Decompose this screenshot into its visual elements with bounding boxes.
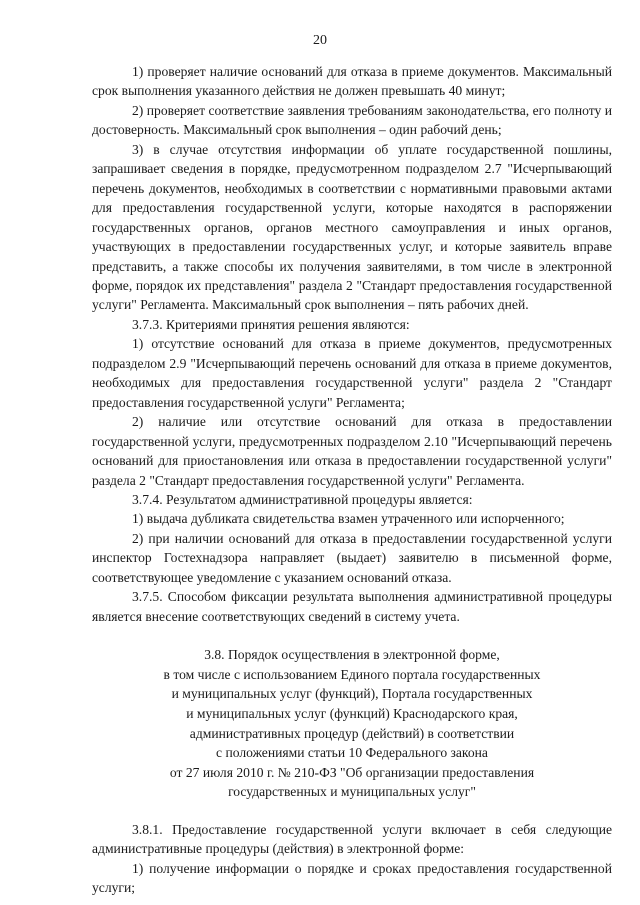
paragraph: 2) при наличии оснований для отказа в предоставлении государственной услуги инспектор Гостехнадзора направляет (выдает) заявителю в письменной форме, соответствующее уведомление с указанием оснований отказа. — [92, 530, 612, 585]
heading-line: административных процедур (действий) в соответствии — [189, 725, 515, 741]
heading-line: 3.8. Порядок осуществления в электронной форме, — [204, 647, 500, 663]
heading-line: в том числе с использованием Единого портала государственных — [163, 666, 541, 682]
paragraph: 3.7.4. Результатом административной процедуры является: — [132, 491, 473, 507]
heading-line: и муниципальных услуг (функций) Краснодарского края, — [186, 705, 518, 721]
paragraph: 1) получение информации о порядке и сроках предоставления государственной услуги; — [92, 860, 612, 896]
heading-line: от 27 июля 2010 г. № 210-ФЗ "Об организации предоставления — [169, 764, 535, 780]
page-content — [92, 62, 612, 898]
paragraph: 3.7.5. Способом фиксации результата выполнения административной процедуры является внесение соответствующих сведений в систему учета. — [92, 589, 612, 624]
heading-line: и муниципальных услуг (функций), Портала государственных — [171, 686, 533, 702]
paragraph: 3.8.1. Предоставление государственной услуги включает в себя следующие административные процедуры (действия) в электронной форме: — [92, 821, 612, 857]
paragraph: 1) отсутствие оснований для отказа в приеме документов, предусмотренных подразделом 2.9 "Исчерпывающий перечень оснований для отказа в приеме документов, необходимых для предоставления государственной услуги" раздела 2 "Стандарт предоставления государственной услуги" Регламента; — [92, 336, 612, 410]
paragraph: 1) проверяет наличие оснований для отказа в приеме документов. Максимальный срок выполнения указанного действия не должен превышать 40 минут; — [92, 64, 612, 99]
paragraph: 1) выдача дубликата свидетельства взамен утраченного или испорченного; — [132, 511, 565, 527]
section-heading — [92, 645, 612, 802]
paragraph: 3.7.3. Критериями принятия решения являются: — [132, 316, 410, 332]
paragraph: 2) проверяет соответствие заявления требованиям законодательства, его полноту и достоверность. Максимальный срок выполнения – один рабочий день; — [92, 102, 612, 138]
heading-line: с положениями статьи 10 Федерального закона — [216, 745, 488, 761]
paragraph: 3) в случае отсутствия информации об уплате государственной пошлины, запрашивает сведения в порядке, предусмотренном подразделом 2.7 "Исчерпывающий перечень документов, необходимых в соответствии с нормативными правовыми актами для предоставления государственной услуги, которые находятся в распоряжении государственных органов, органов местного самоуправления и иных органов, участвующих в предоставлении государственных услуг, и которые заявитель вправе представить, а также способы их получения заявителями, в том числе в электронной форме, порядок их представления" раздела 2 "Стандарт предоставления государственной услуги" Регламента. Максимальный срок выполнения – пять рабочих дней. — [92, 141, 612, 313]
page-number: 20 — [313, 33, 327, 48]
heading-line: государственных и муниципальных услуг" — [228, 784, 476, 800]
paragraph: 2) наличие или отсутствие оснований для отказа в предоставлении государственной услуги, предусмотренных подразделом 2.10 "Исчерпывающий перечень оснований для приостановления или отказа в предоставлении государственной услуги" раздела 2 "Стандарт предоставления государственной услуги" Регламента. — [92, 414, 612, 488]
